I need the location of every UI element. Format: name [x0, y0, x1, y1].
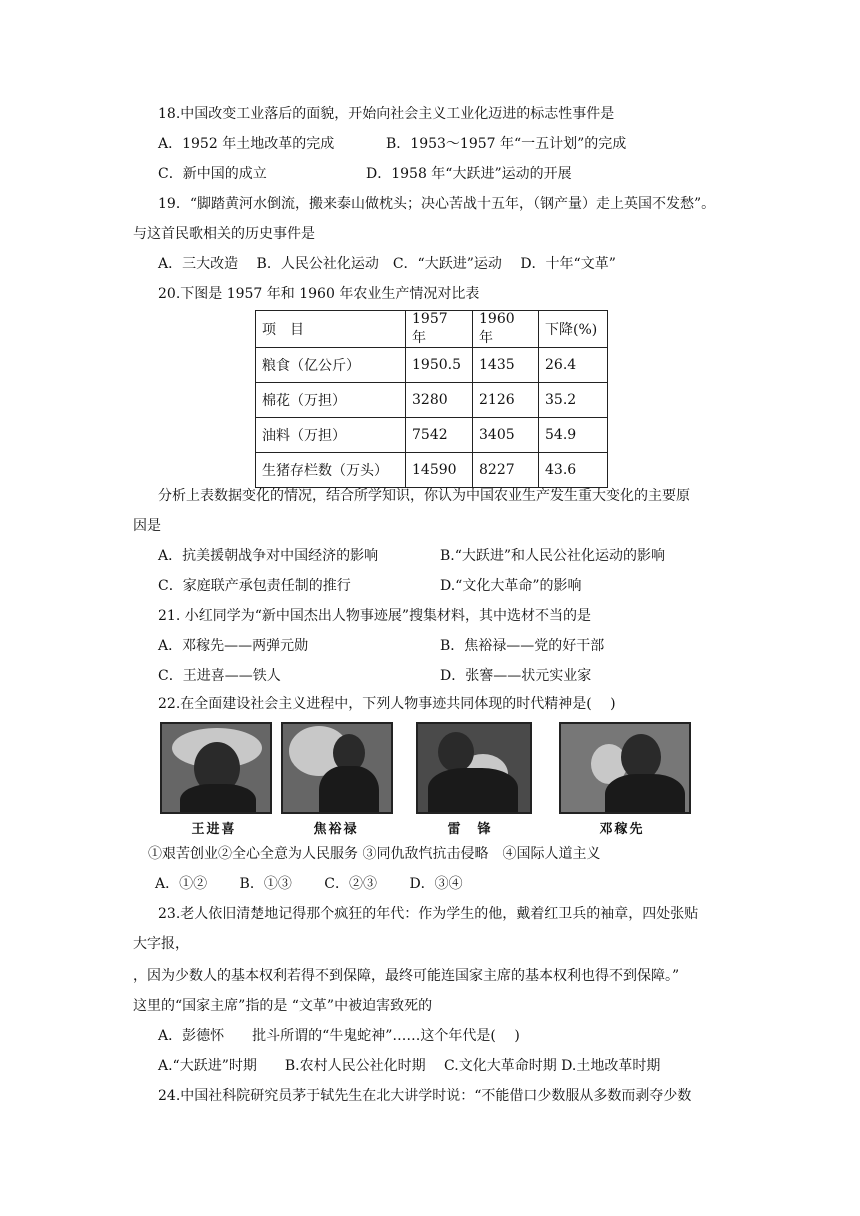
q18-option-d: D．1958 年“大跃进”运动的开展 — [366, 166, 572, 182]
table-cell: 7542 — [406, 418, 473, 453]
table-cell: 1435 — [473, 348, 539, 383]
q20-option-b: B.“大跃进”和人民公社化运动的影响 — [440, 548, 666, 564]
q20-stem: 20.下图是 1957 年和 1960 年农业生产情况对比表 — [158, 286, 480, 302]
table-cell: 3280 — [406, 383, 473, 418]
portrait-photo — [160, 722, 272, 814]
table-header-cell: 1960 年 — [473, 311, 539, 348]
q19-options: A．三大改造 B．人民公社化运动 C．“大跃进”运动 D．十年“文革” — [158, 256, 616, 272]
portrait-photo — [559, 722, 691, 814]
q21-option-d: D．张謇——状元实业家 — [440, 668, 592, 684]
agriculture-table — [255, 310, 608, 488]
q19-stem-line2: 与这首民歌相关的历史事件是 — [133, 226, 315, 242]
q23-line4: 这里的“国家主席”指的是 “文革”中被迫害致死的 — [133, 998, 433, 1014]
portrait-strip — [158, 722, 693, 837]
q23-line3: ，因为少数人的基本权利若得不到保障，最终可能连国家主席的基本权利也得不到保障。” — [133, 968, 680, 984]
portrait-photo — [281, 722, 393, 814]
portrait-caption: 邓稼先 — [599, 822, 645, 837]
q22-options: A．①② B．①③ C．②③ D．③④ — [155, 876, 463, 892]
q21-stem: 21. 小红同学为“新中国杰出人物事迹展”搜集材料，其中选材不当的是 — [158, 608, 592, 624]
q22-stem: 22.在全面建设社会主义进程中，下列人物事迹共同体现的时代精神是( ) — [158, 696, 616, 712]
q20-option-d: D.“文化大革命”的影响 — [440, 578, 582, 594]
table-cell: 26.4 — [539, 348, 608, 383]
q22-statements: ①艰苦创业②全心全意为人民服务 ③同仇敌忾抗击侵略 ④国际人道主义 — [148, 846, 601, 862]
q23-line1: 23.老人依旧清楚地记得那个疯狂的年代：作为学生的他，戴着红卫兵的袖章，四处张贴 — [158, 906, 699, 922]
q20-option-c: C．家庭联产承包责任制的推行 — [158, 578, 351, 594]
table-cell: 粮食（亿公斤） — [256, 348, 406, 383]
q20-option-a: A．抗美援朝战争对中国经济的影响 — [158, 548, 379, 564]
table-cell: 54.9 — [539, 418, 608, 453]
table-cell: 生猪存栏数（万头） — [256, 453, 406, 488]
q18-stem: 18.中国改变工业落后的面貌，开始向社会主义工业化迈进的标志性事件是 — [158, 106, 615, 122]
table-row — [256, 383, 608, 418]
table-header-row — [256, 311, 608, 348]
portrait-caption: 雷 锋 — [447, 822, 493, 837]
table-cell: 43.6 — [539, 453, 608, 488]
q21-option-c: C．王进喜——铁人 — [158, 668, 281, 684]
table-cell: 35.2 — [539, 383, 608, 418]
table-cell: 棉花（万担） — [256, 383, 406, 418]
table-cell: 3405 — [473, 418, 539, 453]
table-header-cell: 项 目 — [256, 311, 406, 348]
q23-options: A.“大跃进”时期 B.农村人民公社化时期 C.文化大革命时期 D.土地改革时期 — [158, 1058, 661, 1074]
q21-option-b: B．焦裕禄——党的好干部 — [440, 638, 605, 654]
q20-analysis-line1: 分析上表数据变化的情况，结合所学知识，你认为中国农业生产发生重大变化的主要原 — [158, 488, 690, 504]
table-row — [256, 348, 608, 383]
q18-option-c: C．新中国的成立 — [158, 166, 267, 182]
q18-option-a: A．1952 年土地改革的完成 — [158, 136, 335, 152]
q19-stem-line1: 19．“脚踏黄河水倒流，搬来泰山做枕头；决心苦战十五年，（钢产量）走上英国不发愁”。 — [158, 196, 716, 212]
table-cell: 1950.5 — [406, 348, 473, 383]
q23-line2: 大字报， — [133, 936, 189, 952]
table-cell: 14590 — [406, 453, 473, 488]
portrait-photo — [416, 722, 532, 814]
q23-line5: A．彭德怀 批斗所谓的“牛鬼蛇神”……这个年代是( ) — [158, 1028, 520, 1044]
q18-option-b: B．1953～1957 年“一五计划”的完成 — [386, 136, 627, 152]
q24-stem: 24.中国社科院研究员茅于轼先生在北大讲学时说：“不能借口少数服从多数而剥夺少数 — [158, 1088, 692, 1104]
table-cell: 8227 — [473, 453, 539, 488]
table-cell: 2126 — [473, 383, 539, 418]
table-row — [256, 418, 608, 453]
table-row — [256, 453, 608, 488]
portrait-caption: 王进喜 — [191, 822, 237, 837]
table-header-cell: 下降(%) — [539, 311, 608, 348]
table-header-cell: 1957 年 — [406, 311, 473, 348]
portrait-caption: 焦裕禄 — [313, 822, 359, 837]
q20-analysis-line2: 因是 — [133, 518, 161, 534]
table-cell: 油料（万担） — [256, 418, 406, 453]
q21-option-a: A．邓稼先——两弹元勋 — [158, 638, 309, 654]
